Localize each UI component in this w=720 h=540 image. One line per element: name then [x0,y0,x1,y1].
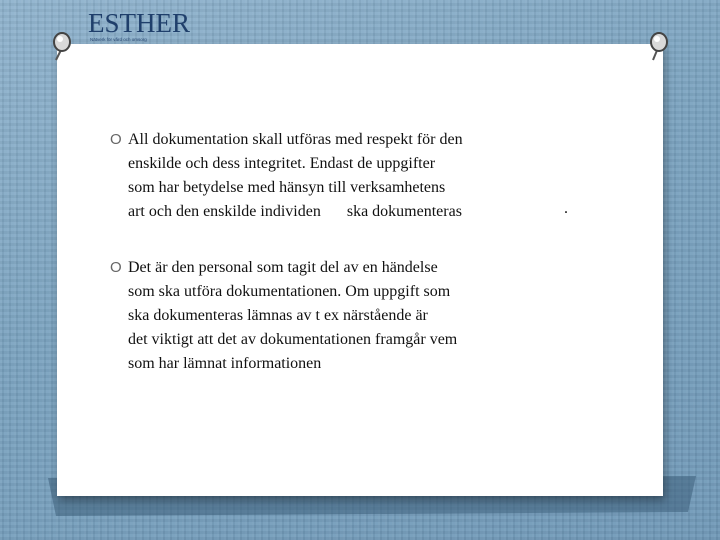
esther-logo [88,8,198,48]
bullet-text [128,256,588,376]
bullet-line-end: ska dokumenteras [346,203,462,220]
pushpin-icon [646,30,672,68]
bullet-line: ska dokumenteras lämnas av t ex närstående är [128,307,428,324]
logo-wordmark: ESTHER [88,8,191,38]
bullet-line: som ska utföra dokumentationen. Om uppgift som [128,283,451,300]
bullet-line: All dokumentation skall utföras med respekt för den [128,131,463,148]
bullet-text [128,128,588,224]
circle-bullet-icon: O [110,259,122,276]
bullet-line: som har betydelse med hänsyn till verksamhetens [128,179,446,196]
bullet-line: som har lämnat informationen [128,355,322,372]
bullet-line-last [128,200,588,224]
bullet-line: Det är den personal som tagit del av en händelse [128,259,438,276]
bullet-line-start: art och den enskilde individen [128,203,321,220]
logo-tagline: Nätverk för vård och omsorg [90,37,147,42]
circle-bullet-icon: O [110,131,122,148]
trailing-period: . [564,200,568,217]
bullet-line: enskilde och dess integritet. Endast de uppgifter [128,155,436,172]
pushpin-icon [48,30,74,68]
bullet-line: det viktigt att det av dokumentationen framgår vem [128,331,458,348]
